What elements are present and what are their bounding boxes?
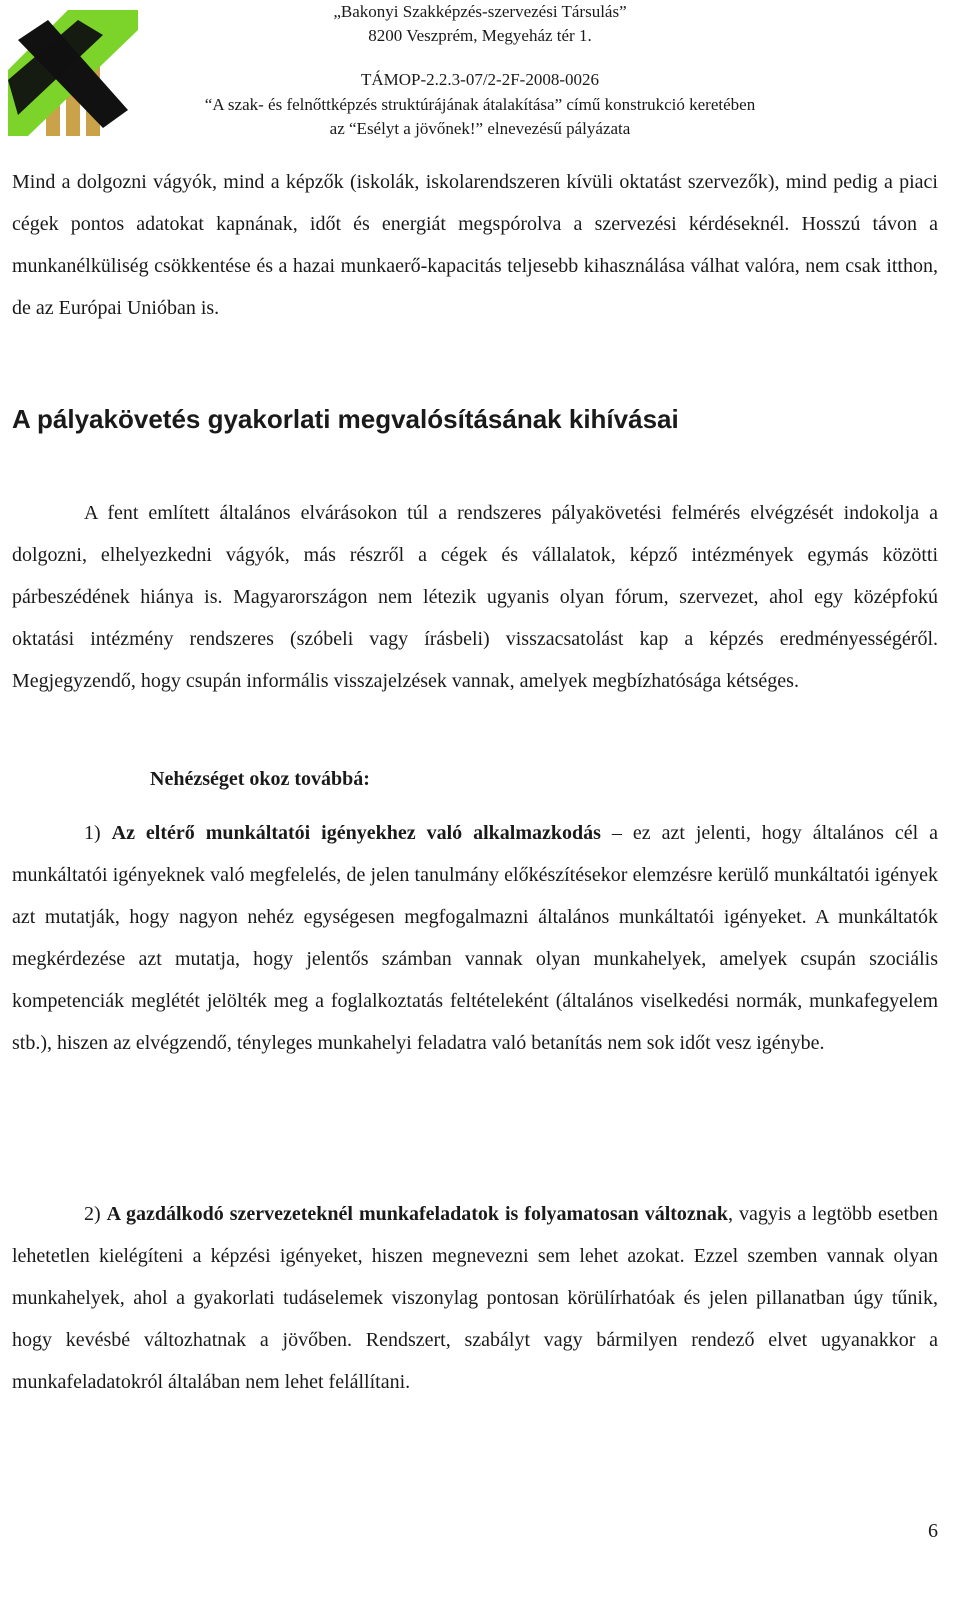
list-item-1-title: Az eltérő munkáltatói igényekhez való alkalmazkodás xyxy=(111,822,601,844)
list-item-2-number: 2) xyxy=(84,1203,107,1225)
section-heading: A pályakövetés gyakorlati megvalósításának kihívásai xyxy=(12,404,679,434)
list-item-2-title: A gazdálkodó szervezeteknél munkafeladatok is folyamatosan változnak xyxy=(106,1203,729,1225)
page-number: 6 xyxy=(928,1520,938,1542)
list-item-1-text: – ez azt jelenti, hogy általános cél a munkáltatói igényeknek való megfelelés, de jelen tanulmány előkészítésekor elemzésre kerülő munkáltatói igények azt mutatják, hogy nagyon nehéz egységesen megfogalmazni általános munkáltatói igényeket. A munkáltatók megkérdezése azt mutatja, hogy jelentős számban vannak olyan munkahelyek, amelyek csupán szociális kompetenciák meglétét jelölték meg a foglalkoztatás feltételeként (általános viselkedési normák, munkafegyelem stb.), hiszen az elvégzendő, tényleges munkahelyi feladatra való betanítás nem sok időt vesz igénybe. xyxy=(12,822,938,1054)
organization-logo xyxy=(8,10,138,136)
intro-paragraph: Mind a dolgozni vágyók, mind a képzők (iskolák, iskolarendszeren kívüli oktatást szervezők), mind pedig a piaci cégek pontos adatokat kapnának, időt és energiát megspórolva a szervezési kérdéseknél. Hosszú távon a munkanélküliség csökkentése és a hazai munkaerő-kapacitás teljesebb kihasználása válhat valóra, nem csak itthon, de az Európai Unióban is. xyxy=(12,171,938,319)
list-item-1 xyxy=(12,812,938,1064)
section-paragraph: A fent említett általános elvárásokon túl a rendszeres pályakövetési felmérés elvégzését indokolja a dolgozni, elhelyezkedni vágyók, más részről a cégek és vállalatok, képző intézmények egymás közötti párbeszédének hiánya is. Magyarországon nem létezik ugyanis olyan fórum, szervezet, ahol egy középfokú oktatási intézmény rendszeres (szóbeli vagy írásbeli) visszacsatolást kap a képzés eredményességéről. Megjegyzendő, hogy csupán informális visszajelzések vannak, amelyek megbízhatósága kétséges. xyxy=(12,502,938,692)
list-item-2-text: , vagyis a legtöbb esetben lehetetlen kielégíteni a képzési igényeket, hiszen megnevezni sem lehet azokat. Ezzel szemben vannak olyan munkahelyek, ahol a gyakorlati tudáselemek viszonylag pontosan körülírhatóak és jelen pillanatban úgy tűnik, hogy kevésbé változhatnak a jövőben. Rendszert, szabályt vagy bármilyen rendező elvet ugyanakkor a munkafeladatokról általában nem lehet felállítani. xyxy=(12,1203,938,1393)
header-project-line-2: az “Esélyt a jövőnek!” elnevezésű pályázata xyxy=(329,119,631,138)
list-item-2 xyxy=(12,1193,938,1403)
header-org: „Bakonyi Szakképzés-szervezési Társulás” xyxy=(333,2,627,21)
subheading: Nehézséget okoz továbbá: xyxy=(150,768,370,790)
header-project-line-1: “A szak- és felnőttképzés struktúrájának átalakítása” című konstrukció keretében xyxy=(204,95,756,114)
list-item-1-number: 1) xyxy=(84,822,112,844)
header-project-code: TÁMOP-2.2.3-07/2-2F-2008-0026 xyxy=(361,70,599,89)
header-address: 8200 Veszprém, Megyeház tér 1. xyxy=(368,26,592,45)
